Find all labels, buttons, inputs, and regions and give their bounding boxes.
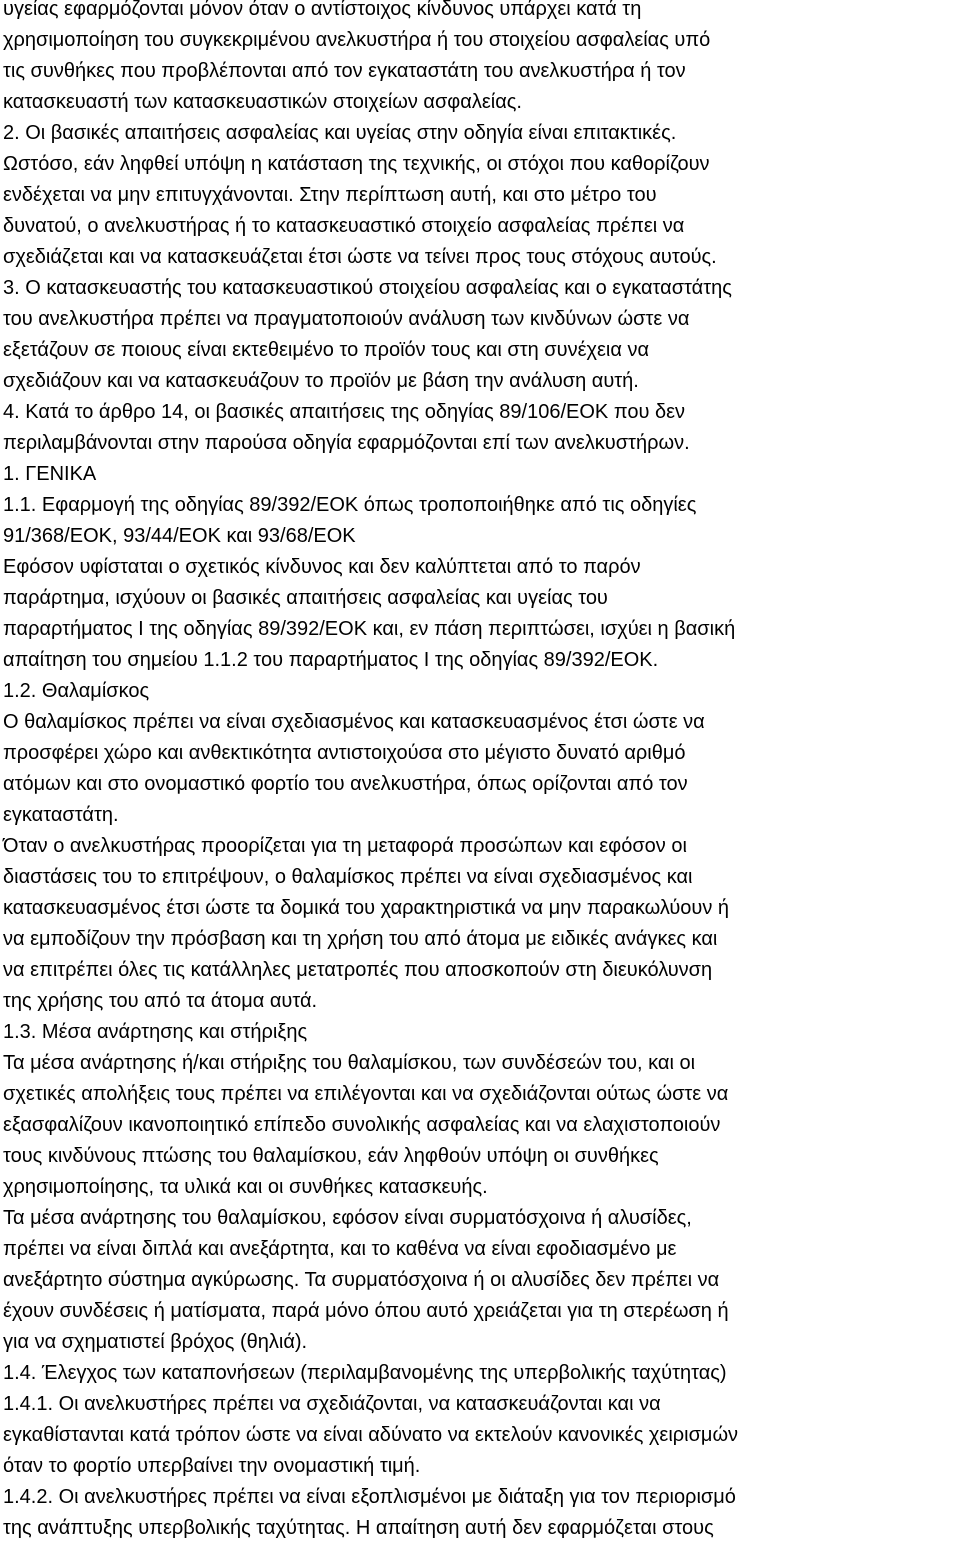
text-line: περιλαμβάνονται στην παρούσα οδηγία εφαρμόζονται επί των ανελκυστήρων. — [3, 432, 690, 454]
text-line: Ο θαλαμίσκος πρέπει να είναι σχεδιασμένος και κατασκευασμένος έτσι ώστε να — [3, 711, 705, 733]
text-line: της χρήσης του από τα άτομα αυτά. — [3, 990, 318, 1012]
text-line: 1.4.1. Οι ανελκυστήρες πρέπει να σχεδιάζονται, να κατασκευάζονται και να — [3, 1393, 661, 1415]
section-heading-car: 1.2. Θαλαμίσκος — [3, 680, 150, 702]
text-line: Τα μέσα ανάρτησης του θαλαμίσκου, εφόσον είναι συρματόσχοινα ή αλυσίδες, — [3, 1207, 692, 1229]
text-line: 1.4.2. Οι ανελκυστήρες πρέπει να είναι εξοπλισμένοι με διάταξη για τον περιορισμό — [3, 1486, 736, 1508]
text-line: χρησιμοποίησης, τα υλικά και οι συνθήκες κατασκευής. — [3, 1176, 488, 1198]
text-line: του ανελκυστήρα πρέπει να πραγματοποιούν ανάλυση των κινδύνων ώστε να — [3, 308, 690, 330]
text-line: παραρτήματος Ι της οδηγίας 89/392/ΕΟΚ και, εν πάση περιπτώσει, ισχύει η βασική — [3, 618, 736, 640]
text-line: εξασφαλίζουν ικανοποιητικό επίπεδο συνολικής ασφαλείας και να ελαχιστοποιούν — [3, 1114, 721, 1136]
text-line: να επιτρέπει όλες τις κατάλληλες μετατροπές που αποσκοπούν στη διευκόλυνση — [3, 959, 713, 981]
text-line: 3. Ο κατασκευαστής του κατασκευαστικού στοιχείου ασφαλείας και ο εγκαταστάτης — [3, 277, 732, 299]
text-line: ενδέχεται να μην επιτυγχάνονται. Στην περίπτωση αυτή, και στο μέτρο του — [3, 184, 657, 206]
text-line: για να σχηματιστεί βρόχος (θηλιά). — [3, 1331, 308, 1353]
text-line: Τα μέσα ανάρτησης ή/και στήριξης του θαλαμίσκου, των συνδέσεών του, και οι — [3, 1052, 696, 1074]
text-line: εγκαταστάτη. — [3, 804, 119, 826]
text-line: εγκαθίστανται κατά τρόπον ώστε να είναι αδύνατο να εκτελούν κανονικές χειρισμών — [3, 1424, 739, 1446]
text-line: σχεδιάζεται και να κατασκευάζεται έτσι ώστε να τείνει προς τους στόχους αυτούς. — [3, 246, 717, 268]
section-heading-general: 1. ΓΕΝΙΚΑ — [3, 463, 97, 485]
section-heading-suspension: 1.3. Μέσα ανάρτησης και στήριξης — [3, 1021, 308, 1043]
text-line: Ωστόσο, εάν ληφθεί υπόψη η κατάσταση της τεχνικής, οι στόχοι που καθορίζουν — [3, 153, 710, 175]
section-heading-load-control: 1.4. Έλεγχος των καταπονήσεων (περιλαμβανομένης της υπερβολικής ταχύτητας) — [3, 1362, 727, 1384]
text-line: εξετάζουν σε ποιους είναι εκτεθειμένο το προϊόν τους και στη συνέχεια να — [3, 339, 650, 361]
text-line: 91/368/ΕΟΚ, 93/44/ΕΟΚ και 93/68/ΕΟΚ — [3, 525, 356, 547]
text-line: κατασκευαστή των κατασκευαστικών στοιχείων ασφαλείας. — [3, 91, 522, 113]
text-line: ατόμων και στο ονομαστικό φορτίο του ανελκυστήρα, όπως ορίζονται από τον — [3, 773, 688, 795]
text-line: χρησιμοποίηση του συγκεκριμένου ανελκυστήρα ή του στοιχείου ασφαλείας υπό — [3, 29, 711, 51]
text-line: 1.1. Εφαρμογή της οδηγίας 89/392/ΕΟΚ όπως τροποποιήθηκε από τις οδηγίες — [3, 494, 697, 516]
document-body — [3, 0, 957, 1544]
text-line: κατασκευασμένος έτσι ώστε τα δομικά του χαρακτηριστικά να μην παρακωλύουν ή — [3, 897, 730, 919]
text-line: Εφόσον υφίσταται ο σχετικός κίνδυνος και δεν καλύπτεται από το παρόν — [3, 556, 641, 578]
text-line: υγείας εφαρμόζονται μόνον όταν ο αντίστοιχος κίνδυνος υπάρχει κατά τη — [3, 0, 642, 20]
text-line: απαίτηση του σημείου 1.1.2 του παραρτήματος Ι της οδηγίας 89/392/ΕΟΚ. — [3, 649, 659, 671]
text-line: να εμποδίζουν την πρόσβαση και τη χρήση του από άτομα με ειδικές ανάγκες και — [3, 928, 718, 950]
text-line: Όταν ο ανελκυστήρας προορίζεται για τη μεταφορά προσώπων και εφόσον οι — [3, 835, 687, 857]
text-line: διαστάσεις του το επιτρέψουν, ο θαλαμίσκος πρέπει να είναι σχεδιασμένος και — [3, 866, 693, 888]
text-line: τις συνθήκες που προβλέπονται από τον εγκαταστάτη του ανελκυστήρα ή τον — [3, 60, 686, 82]
text-line: της ανάπτυξης υπερβολικής ταχύτητας. Η απαίτηση αυτή δεν εφαρμόζεται στους — [3, 1517, 714, 1539]
text-line: πρέπει να είναι διπλά και ανεξάρτητα, και το καθένα να είναι εφοδιασμένο με — [3, 1238, 677, 1260]
text-line: έχουν συνδέσεις ή ματίσματα, παρά μόνο όπου αυτό χρειάζεται για τη στερέωση ή — [3, 1300, 729, 1322]
text-line: σχετικές απολήξεις τους πρέπει να επιλέγονται και να σχεδιάζονται ούτως ώστε να — [3, 1083, 729, 1105]
text-line: σχεδιάζουν και να κατασκευάζουν το προϊόν με βάση την ανάλυση αυτή. — [3, 370, 639, 392]
text-line: προσφέρει χώρο και ανθεκτικότητα αντιστοιχούσα στο μέγιστο δυνατό αριθμό — [3, 742, 686, 764]
text-line: 2. Οι βασικές απαιτήσεις ασφαλείας και υγείας στην οδηγία είναι επιτακτικές. — [3, 122, 677, 144]
text-line: ανεξάρτητο σύστημα αγκύρωσης. Τα συρματόσχοινα ή οι αλυσίδες δεν πρέπει να — [3, 1269, 720, 1291]
text-line: δυνατού, ο ανελκυστήρας ή το κατασκευαστικό στοιχείο ασφαλείας πρέπει να — [3, 215, 685, 237]
text-line: 4. Κατά το άρθρο 14, οι βασικές απαιτήσεις της οδηγίας 89/106/ΕΟΚ που δεν — [3, 401, 686, 423]
text-line: όταν το φορτίο υπερβαίνει την ονομαστική τιμή. — [3, 1455, 421, 1477]
text-line: τους κινδύνους πτώσης του θαλαμίσκου, εάν ληφθούν υπόψη οι συνθήκες — [3, 1145, 659, 1167]
text-line: παράρτημα, ισχύουν οι βασικές απαιτήσεις ασφαλείας και υγείας του — [3, 587, 608, 609]
